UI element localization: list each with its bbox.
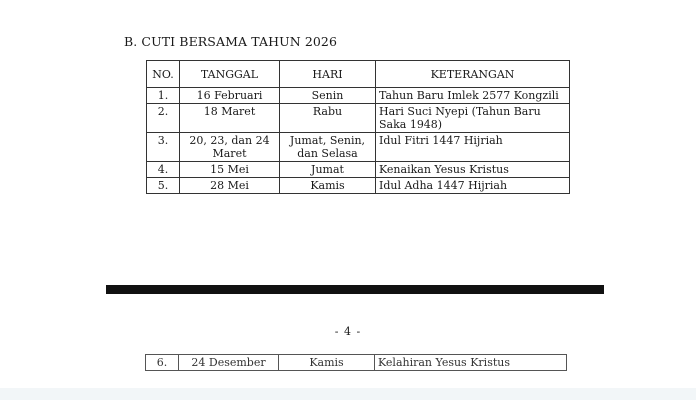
table-row [147,133,570,162]
cuti-bersama-table [146,60,570,194]
page-divider-bar [106,285,604,294]
page-number: - 4 - [334,325,362,338]
cell-keterangan: Idul Adha 1447 Hijriah [376,178,570,194]
cell-no: 1. [147,88,180,104]
cell-tanggal: 24 Desember [179,355,279,371]
table-header-row [147,61,570,88]
cell-no: 3. [147,133,180,162]
cell-keterangan: Tahun Baru Imlek 2577 Kongzili [376,88,570,104]
cell-tanggal: 15 Mei [180,162,280,178]
cell-keterangan: Idul Fitri 1447 Hijriah [376,133,570,162]
cell-hari: Senin [280,88,376,104]
header-keterangan: KETERANGAN [376,61,570,88]
cell-tanggal: 20, 23, dan 24 Maret [180,133,280,162]
bottom-edge [0,388,696,400]
cell-no: 6. [146,355,179,371]
cell-hari: Jumat [280,162,376,178]
cell-hari: Jumat, Senin, dan Selasa [280,133,376,162]
cell-no: 4. [147,162,180,178]
cell-tanggal: 16 Februari [180,88,280,104]
table-row [147,178,570,194]
table-row [147,104,570,133]
table-row [147,162,570,178]
table-row [147,88,570,104]
next-page-table [145,354,567,371]
cell-no: 5. [147,178,180,194]
cell-tanggal: 18 Maret [180,104,280,133]
section-heading: B. CUTI BERSAMA TAHUN 2026 [124,34,338,49]
table-row [146,355,567,371]
cell-keterangan: Kenaikan Yesus Kristus [376,162,570,178]
cell-keterangan: Hari Suci Nyepi (Tahun Baru Saka 1948) [376,104,570,133]
cell-hari: Kamis [280,178,376,194]
cell-no: 2. [147,104,180,133]
cell-hari: Kamis [279,355,375,371]
cell-hari: Rabu [280,104,376,133]
header-no: NO. [147,61,180,88]
cell-tanggal: 28 Mei [180,178,280,194]
header-hari: HARI [280,61,376,88]
cell-keterangan: Kelahiran Yesus Kristus [375,355,567,371]
header-tanggal: TANGGAL [180,61,280,88]
